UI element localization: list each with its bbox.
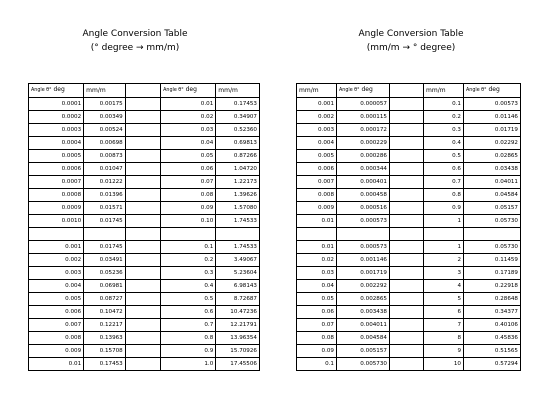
table-row xyxy=(297,267,521,280)
table-gap-cell xyxy=(390,111,424,124)
table-cell: 0.05236 xyxy=(84,267,126,280)
table-cell: 0.17453 xyxy=(84,358,126,371)
table-cell: 0.7 xyxy=(424,176,464,189)
table-cell: 0.002 xyxy=(297,111,337,124)
table-cell: 0.005730 xyxy=(337,358,390,371)
table-row xyxy=(297,111,521,124)
table-row xyxy=(297,358,521,371)
table-row xyxy=(297,189,521,202)
table-cell: 0.08 xyxy=(297,332,337,345)
table-gap-cell xyxy=(125,345,160,358)
table-cell: 0.5 xyxy=(424,150,464,163)
table-cell: 0.000573 xyxy=(337,241,390,254)
table-cell: 5 xyxy=(424,293,464,306)
table-cell: 4 xyxy=(424,280,464,293)
table-gap-cell xyxy=(390,345,424,358)
table-gap-cell xyxy=(390,319,424,332)
table-gap-cell xyxy=(390,189,424,202)
table-cell: 0.87266 xyxy=(216,150,260,163)
table-cell: 0.00698 xyxy=(84,137,126,150)
table-cell: 0.05730 xyxy=(464,215,521,228)
table-cell: 0.01047 xyxy=(84,163,126,176)
table-cell: 0.04584 xyxy=(464,189,521,202)
table-cell: 8 xyxy=(424,332,464,345)
header-angle-deg-2: Angle θ° deg xyxy=(464,84,521,98)
table-cell: 10 xyxy=(424,358,464,371)
table-cell: 13.96354 xyxy=(216,332,260,345)
table-row xyxy=(297,332,521,345)
table-cell: 1.57080 xyxy=(216,202,260,215)
table-row xyxy=(29,150,260,163)
table-gap-cell xyxy=(125,358,160,371)
table-cell: 1 xyxy=(424,215,464,228)
table-cell: 1.74533 xyxy=(216,241,260,254)
table-gap-cell xyxy=(125,280,160,293)
table-row xyxy=(297,137,521,150)
degree-to-mm-table xyxy=(28,83,260,371)
table-cell xyxy=(424,228,464,241)
table-cell: 0.05730 xyxy=(464,241,521,254)
table-cell: 1.22173 xyxy=(216,176,260,189)
table-gap-cell xyxy=(125,228,160,241)
table-cell: 0.0009 xyxy=(29,202,84,215)
table-cell: 0.34377 xyxy=(464,306,521,319)
table-cell: 0.004011 xyxy=(337,319,390,332)
table-row xyxy=(297,98,521,111)
table-cell: 0.08727 xyxy=(84,293,126,306)
table-header-row xyxy=(29,84,260,98)
table-cell: 0.01571 xyxy=(84,202,126,215)
table-cell: 3 xyxy=(424,267,464,280)
table-cell: 0.0001 xyxy=(29,98,84,111)
table-cell: 0.000344 xyxy=(337,163,390,176)
table-row xyxy=(297,293,521,306)
table-row xyxy=(297,345,521,358)
table-cell: 0.02865 xyxy=(464,150,521,163)
table-cell: 0.17189 xyxy=(464,267,521,280)
table-gap-cell xyxy=(125,150,160,163)
table-row xyxy=(297,241,521,254)
table-cell: 0.28648 xyxy=(464,293,521,306)
table-gap-cell xyxy=(125,176,160,189)
table-cell: 0.009 xyxy=(29,345,84,358)
table-cell: 0.0002 xyxy=(29,111,84,124)
table-gap-cell xyxy=(390,254,424,267)
table-cell: 0.005 xyxy=(297,150,337,163)
table-cell: 0.9 xyxy=(161,345,216,358)
table-row xyxy=(29,306,260,319)
table-cell: 0.8 xyxy=(161,332,216,345)
table-cell: 7 xyxy=(424,319,464,332)
right-table-subtitle: (mm/m → ° degree) xyxy=(366,43,456,53)
table-row xyxy=(29,267,260,280)
table-gap-cell xyxy=(390,280,424,293)
table-cell: 10.47236 xyxy=(216,306,260,319)
table-cell: 0.1 xyxy=(161,241,216,254)
table-row xyxy=(29,98,260,111)
table-cell: 0.0010 xyxy=(29,215,84,228)
table-cell: 1.04720 xyxy=(216,163,260,176)
table-cell: 0.007 xyxy=(297,176,337,189)
table-cell: 0.3 xyxy=(161,267,216,280)
header-mm-per-m-2: mm/m xyxy=(424,84,464,98)
table-cell: 0.17453 xyxy=(216,98,260,111)
table-cell: 1.0 xyxy=(161,358,216,371)
table-row xyxy=(297,215,521,228)
table-cell: 0.005 xyxy=(29,293,84,306)
table-gap-cell xyxy=(125,267,160,280)
table-cell: 0.1 xyxy=(297,358,337,371)
header-gap xyxy=(125,84,160,98)
table-cell: 15.70926 xyxy=(216,345,260,358)
table-cell: 1 xyxy=(424,241,464,254)
table-gap-cell xyxy=(390,98,424,111)
table-cell: 0.4 xyxy=(424,137,464,150)
table-cell: 0.000401 xyxy=(337,176,390,189)
table-row xyxy=(297,280,521,293)
table-cell: 0.34907 xyxy=(216,111,260,124)
table-cell: 0.06981 xyxy=(84,280,126,293)
table-cell: 0.00573 xyxy=(464,98,521,111)
table-gap-cell xyxy=(125,306,160,319)
table-gap-cell xyxy=(390,293,424,306)
table-row xyxy=(29,358,260,371)
table-row xyxy=(29,280,260,293)
table-row xyxy=(29,137,260,150)
table-cell: 0.004 xyxy=(29,280,84,293)
table-cell: 0.001146 xyxy=(337,254,390,267)
table-blank-row xyxy=(29,228,260,241)
table-gap-cell xyxy=(390,215,424,228)
table-cell: 0.006 xyxy=(297,163,337,176)
table-cell: 0.06 xyxy=(297,306,337,319)
table-cell: 0.5 xyxy=(161,293,216,306)
table-cell: 0.00524 xyxy=(84,124,126,137)
table-gap-cell xyxy=(125,202,160,215)
table-cell: 0.01396 xyxy=(84,189,126,202)
table-cell: 0.05157 xyxy=(464,202,521,215)
table-cell xyxy=(337,228,390,241)
table-cell: 0.15708 xyxy=(84,345,126,358)
table-gap-cell xyxy=(390,228,424,241)
left-table-subtitle: (° degree → mm/m) xyxy=(90,43,180,53)
table-cell: 0.008 xyxy=(297,189,337,202)
table-cell: 0.02 xyxy=(161,111,216,124)
header-angle-deg: Angle θ° deg xyxy=(337,84,390,98)
table-cell xyxy=(216,228,260,241)
table-cell: 0.01 xyxy=(161,98,216,111)
table-gap-cell xyxy=(125,124,160,137)
table-cell: 0.13963 xyxy=(84,332,126,345)
table-cell: 0.03438 xyxy=(464,163,521,176)
header-gap xyxy=(390,84,424,98)
table-gap-cell xyxy=(125,98,160,111)
table-row xyxy=(29,293,260,306)
table-cell: 0.05 xyxy=(297,293,337,306)
table-row xyxy=(297,124,521,137)
table-cell: 0.00349 xyxy=(84,111,126,124)
table-gap-cell xyxy=(125,241,160,254)
table-cell: 0.002865 xyxy=(337,293,390,306)
table-cell: 0.000229 xyxy=(337,137,390,150)
table-cell xyxy=(161,228,216,241)
table-cell: 0.008 xyxy=(29,332,84,345)
table-row xyxy=(297,202,521,215)
table-cell: 1.74533 xyxy=(216,215,260,228)
table-gap-cell xyxy=(390,150,424,163)
table-cell: 0.00873 xyxy=(84,150,126,163)
table-row xyxy=(29,176,260,189)
table-row xyxy=(297,150,521,163)
table-cell: 17.45506 xyxy=(216,358,260,371)
table-cell: 2 xyxy=(424,254,464,267)
table-cell: 0.01146 xyxy=(464,111,521,124)
table-cell: 0.002 xyxy=(29,254,84,267)
table-cell: 12.21791 xyxy=(216,319,260,332)
header-mm-per-m: mm/m xyxy=(297,84,337,98)
table-header-row xyxy=(297,84,521,98)
table-row xyxy=(29,254,260,267)
table-cell: 0.8 xyxy=(424,189,464,202)
table-cell: 0.009 xyxy=(297,202,337,215)
table-cell: 0.002292 xyxy=(337,280,390,293)
table-gap-cell xyxy=(390,163,424,176)
table-cell: 0.1 xyxy=(424,98,464,111)
table-blank-row xyxy=(297,228,521,241)
table-gap-cell xyxy=(125,137,160,150)
table-cell: 0.09 xyxy=(161,202,216,215)
left-table-title: Angle Conversion Table xyxy=(82,29,188,39)
table-gap-cell xyxy=(390,137,424,150)
table-row xyxy=(29,332,260,345)
table-cell: 0.40106 xyxy=(464,319,521,332)
right-table-title: Angle Conversion Table xyxy=(358,29,464,39)
table-cell: 0.03 xyxy=(297,267,337,280)
table-gap-cell xyxy=(125,254,160,267)
table-row xyxy=(29,202,260,215)
table-cell: 1.39626 xyxy=(216,189,260,202)
table-row xyxy=(29,241,260,254)
table-cell: 0.000573 xyxy=(337,215,390,228)
table-cell: 0.001 xyxy=(29,241,84,254)
table-cell: 0.07 xyxy=(297,319,337,332)
table-row xyxy=(29,124,260,137)
right-title-block xyxy=(306,28,516,54)
table-cell: 8.72687 xyxy=(216,293,260,306)
table-gap-cell xyxy=(390,332,424,345)
table-cell: 0.52360 xyxy=(216,124,260,137)
table-cell: 0.005157 xyxy=(337,345,390,358)
table-cell: 0.04011 xyxy=(464,176,521,189)
table-row xyxy=(29,111,260,124)
table-cell: 0.6 xyxy=(424,163,464,176)
table-cell: 0.01745 xyxy=(84,215,126,228)
table-cell: 9 xyxy=(424,345,464,358)
table-cell: 3.49067 xyxy=(216,254,260,267)
table-row xyxy=(297,306,521,319)
table-cell: 0.03 xyxy=(161,124,216,137)
table-cell: 0.57294 xyxy=(464,358,521,371)
table-cell: 0.000057 xyxy=(337,98,390,111)
left-title-block xyxy=(30,28,240,54)
table-cell: 0.000115 xyxy=(337,111,390,124)
table-cell: 0.4 xyxy=(161,280,216,293)
table-cell: 0.10472 xyxy=(84,306,126,319)
table-cell: 0.6 xyxy=(161,306,216,319)
table-gap-cell xyxy=(125,293,160,306)
table-row xyxy=(297,176,521,189)
table-cell xyxy=(464,228,521,241)
table-cell: 0.0005 xyxy=(29,150,84,163)
table-cell: 0.01 xyxy=(29,358,84,371)
table-cell: 0.01222 xyxy=(84,176,126,189)
table-row xyxy=(29,189,260,202)
table-cell: 5.23604 xyxy=(216,267,260,280)
table-cell: 0.01745 xyxy=(84,241,126,254)
table-cell xyxy=(297,228,337,241)
table-cell: 0.01 xyxy=(297,241,337,254)
table-row xyxy=(29,345,260,358)
table-cell: 0.000516 xyxy=(337,202,390,215)
table-cell: 0.05 xyxy=(161,150,216,163)
table-cell: 0.006 xyxy=(29,306,84,319)
table-cell: 0.0006 xyxy=(29,163,84,176)
table-cell: 0.0008 xyxy=(29,189,84,202)
table-gap-cell xyxy=(390,267,424,280)
table-cell: 0.000458 xyxy=(337,189,390,202)
header-mm-per-m-2: mm/m xyxy=(216,84,260,98)
table-cell: 0.2 xyxy=(161,254,216,267)
table-cell: 0.00175 xyxy=(84,98,126,111)
table-cell xyxy=(29,228,84,241)
table-gap-cell xyxy=(390,241,424,254)
table-cell: 0.0003 xyxy=(29,124,84,137)
table-cell: 0.3 xyxy=(424,124,464,137)
table-gap-cell xyxy=(390,176,424,189)
table-cell: 0.001 xyxy=(297,98,337,111)
header-angle-deg: Angle θ° deg xyxy=(29,84,84,98)
table-cell: 6 xyxy=(424,306,464,319)
table-gap-cell xyxy=(125,111,160,124)
table-cell: 0.09 xyxy=(297,345,337,358)
table-cell: 0.51565 xyxy=(464,345,521,358)
table-cell: 0.0007 xyxy=(29,176,84,189)
table-gap-cell xyxy=(125,189,160,202)
header-angle-deg-2: Angle θ° deg xyxy=(161,84,216,98)
table-cell: 0.10 xyxy=(161,215,216,228)
table-cell: 0.03491 xyxy=(84,254,126,267)
table-cell: 0.01719 xyxy=(464,124,521,137)
table-gap-cell xyxy=(390,306,424,319)
table-row xyxy=(297,254,521,267)
table-cell: 0.003 xyxy=(29,267,84,280)
table-cell: 0.06 xyxy=(161,163,216,176)
table-cell: 0.45836 xyxy=(464,332,521,345)
table-gap-cell xyxy=(390,124,424,137)
table-row xyxy=(29,163,260,176)
table-cell: 0.000286 xyxy=(337,150,390,163)
table-cell: 0.04 xyxy=(297,280,337,293)
table-cell: 0.003 xyxy=(297,124,337,137)
table-cell: 0.004584 xyxy=(337,332,390,345)
table-gap-cell xyxy=(390,358,424,371)
table-gap-cell xyxy=(125,332,160,345)
table-cell: 0.22918 xyxy=(464,280,521,293)
table-cell: 0.02292 xyxy=(464,137,521,150)
table-row xyxy=(297,319,521,332)
table-cell: 0.08 xyxy=(161,189,216,202)
table-row xyxy=(297,163,521,176)
table-cell: 0.02 xyxy=(297,254,337,267)
table-gap-cell xyxy=(390,202,424,215)
table-cell: 0.12217 xyxy=(84,319,126,332)
table-cell: 0.007 xyxy=(29,319,84,332)
mm-to-degree-table xyxy=(296,83,521,371)
table-cell: 0.69813 xyxy=(216,137,260,150)
table-cell: 0.01 xyxy=(297,215,337,228)
table-row xyxy=(29,319,260,332)
table-row xyxy=(29,215,260,228)
table-gap-cell xyxy=(125,215,160,228)
table-cell: 0.003438 xyxy=(337,306,390,319)
table-cell: 0.0004 xyxy=(29,137,84,150)
table-cell: 0.000172 xyxy=(337,124,390,137)
header-mm-per-m: mm/m xyxy=(84,84,126,98)
table-cell: 0.04 xyxy=(161,137,216,150)
table-cell: 0.07 xyxy=(161,176,216,189)
table-cell: 0.004 xyxy=(297,137,337,150)
table-cell: 0.7 xyxy=(161,319,216,332)
table-gap-cell xyxy=(125,163,160,176)
table-cell: 0.001719 xyxy=(337,267,390,280)
table-cell: 0.2 xyxy=(424,111,464,124)
table-cell xyxy=(84,228,126,241)
table-cell: 0.11459 xyxy=(464,254,521,267)
table-gap-cell xyxy=(125,319,160,332)
table-cell: 0.9 xyxy=(424,202,464,215)
table-cell: 6.98143 xyxy=(216,280,260,293)
